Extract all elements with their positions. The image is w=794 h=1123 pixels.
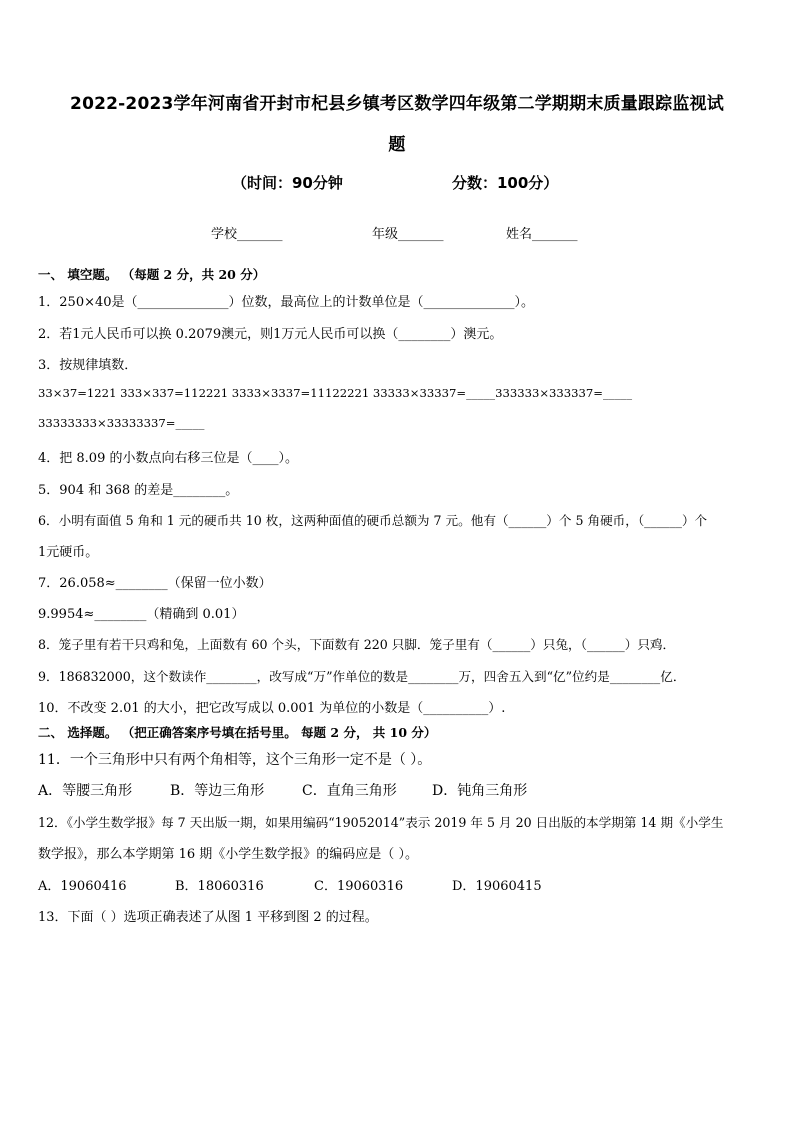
- question-12-option-b: B．18060316: [175, 879, 264, 894]
- question-5: 5．904 和 368 的差是________。: [38, 483, 239, 498]
- question-1: 1．250×40是（______________）位数，最高位上的计数单位是（______________）。: [38, 295, 535, 310]
- question-2: 2．若1元人民币可以换 0.2079澳元，则1万元人民币可以换（________）澳元。: [38, 327, 503, 342]
- question-13: 13．下面（ ）选项正确表述了从图 1 平移到图 2 的过程。: [38, 910, 378, 925]
- question-12: 12．《小学生数学报》每 7 天出版一期，如果用编码“19052014”表示 2019 年 5 月 20 日出版的本学期第 14 期《小学生: [38, 815, 724, 830]
- question-6: 6．小明有面值 5 角和 1 元的硬币共 10 枚，这两种面值的硬币总额为 7 元。他有（______）个 5 角硬币，（______）个: [38, 513, 708, 528]
- question-3-sequence: 33×37=1221 333×337=112221 3333×3337=11122221 33333×33337=_____333333×333337=_____: [38, 386, 632, 400]
- question-11-option-a: A．等腰三角形: [38, 783, 133, 799]
- question-3: 3．按规律填数．: [38, 358, 138, 373]
- question-10: 10．不改变 2.01 的大小，把它改写成以 0.001 为单位的小数是（__________）.: [38, 701, 506, 716]
- question-7: 7．26.058≈________（保留一位小数）: [38, 576, 272, 591]
- question-11-option-d: D．钝角三角形: [432, 783, 528, 799]
- question-12-option-a: A．19060416: [38, 879, 127, 894]
- section-heading-fill-in: 一、 填空题。 （每题 2 分，共 20 分）: [38, 267, 266, 282]
- school-field: 学校_______: [211, 227, 283, 242]
- section-heading-multiple-choice: 二、 选择题。 （把正确答案序号填在括号里。 每题 2 分， 共 10 分）: [38, 725, 437, 740]
- question-12-continued: 数学报》，那么本学期第 16 期《小学生数学报》的编码应是（ ）。: [38, 847, 418, 862]
- exam-title: 2022-2023学年河南省开封市杞县乡镇考区数学四年级第二学期期末质量跟踪监视试: [70, 94, 724, 114]
- name-field: 姓名_______: [506, 227, 578, 242]
- question-11-option-b: B．等边三角形: [170, 783, 265, 799]
- exam-title-continued: 题: [388, 135, 406, 155]
- question-9: 9．186832000，这个数读作________，改写成“万”作单位的数是________万，四舍五入到“亿”位约是________亿．: [38, 669, 686, 684]
- question-3-sequence-continued: 33333333×33333337=_____: [38, 416, 205, 430]
- question-8: 8．笼子里有若干只鸡和兔，上面数有 60 个头，下面数有 220 只脚．笼子里有（______）只兔，（______）只鸡．: [38, 637, 676, 652]
- question-11-option-c: C．直角三角形: [302, 783, 397, 799]
- exam-score: 分数：100分）: [452, 174, 559, 192]
- question-6-continued: 1元硬币。: [38, 545, 99, 560]
- question-7-continued: 9.9954≈________（精确到 0.01）: [38, 607, 245, 622]
- grade-field: 年级_______: [372, 227, 444, 242]
- question-4: 4．把 8.09 的小数点向右移三位是（____）。: [38, 451, 298, 466]
- question-12-option-d: D．19060415: [452, 879, 542, 894]
- question-11: 11．一个三角形中只有两个角相等，这个三角形一定不是（ ）。: [38, 752, 432, 768]
- exam-time: （时间：90分钟: [232, 174, 343, 192]
- question-12-option-c: C．19060316: [314, 879, 404, 894]
